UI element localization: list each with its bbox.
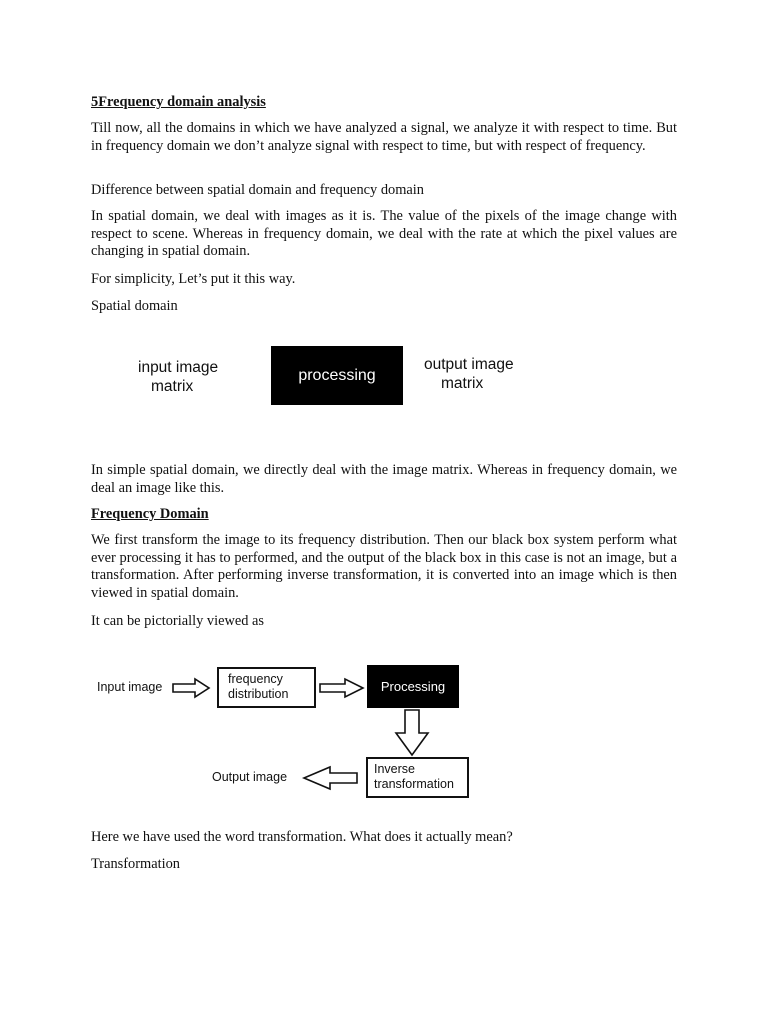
simple-spatial-paragraph: In simple spatial domain, we directly deal with the image matrix. Whereas in frequency domain, we deal an image like this. [91,462,677,496]
output-image-label-line2: matrix [441,375,484,392]
arrow-input-to-frequency [173,679,209,697]
processing-label: processing [298,366,376,384]
arrow-inverse-to-output [304,767,357,789]
frequency-description-paragraph: We first transform the image to its frequency distribution. Then our black box system perform what ever processing it has to performed, and the output of the black box in this case is not an image, but a transformation. After performing inverse transformation, it is converted into an image which is then viewed in spatial domain. [91,532,677,601]
spatial-domain-label: Spatial domain [91,298,178,314]
inverse-transformation-line2: transformation [374,777,454,791]
frequency-distribution-line2: distribution [228,687,289,701]
pictorial-paragraph: It can be pictorially viewed as [91,613,265,629]
input-image-label-line1: input image [138,359,219,376]
frequency-domain-subheading: Frequency Domain [91,506,209,522]
simplicity-paragraph: For simplicity, Let’s put it this way. [91,271,296,287]
section-heading: 5Frequency domain analysis [91,94,266,110]
transformation-question-paragraph: Here we have used the word transformation. What does it actually mean? [91,829,513,845]
arrow-processing-to-inverse [396,710,428,755]
frequency-processing-box [367,665,459,708]
output-image-label-line1: output image [424,356,514,373]
output-image-text: Output image [212,770,288,784]
input-image-label-line2: matrix [151,378,194,395]
transformation-label: Transformation [91,856,181,872]
frequency-processing-label: Processing [380,678,446,694]
frequency-distribution-line1: frequency [228,672,283,686]
inverse-transformation-line1: Inverse [374,762,415,776]
intro-paragraph: Till now, all the domains in which we have analyzed a signal, we analyze it with respect to time. But in frequency domain we don’t analyze signal with respect to time, but with respect of frequency. [91,120,677,154]
arrow-frequency-to-processing [320,679,363,697]
inverse-transformation-box [366,757,469,798]
spatial-description-paragraph: In spatial domain, we deal with images as it is. The value of the pixels of the image change with respect to scene. Whereas in frequency domain, we deal with the rate at which the pixel values are changing in spatial domain. [91,208,677,259]
difference-paragraph: Difference between spatial domain and frequency domain [91,182,424,198]
frequency-distribution-box [217,667,316,708]
input-image-text: Input image [97,680,163,694]
